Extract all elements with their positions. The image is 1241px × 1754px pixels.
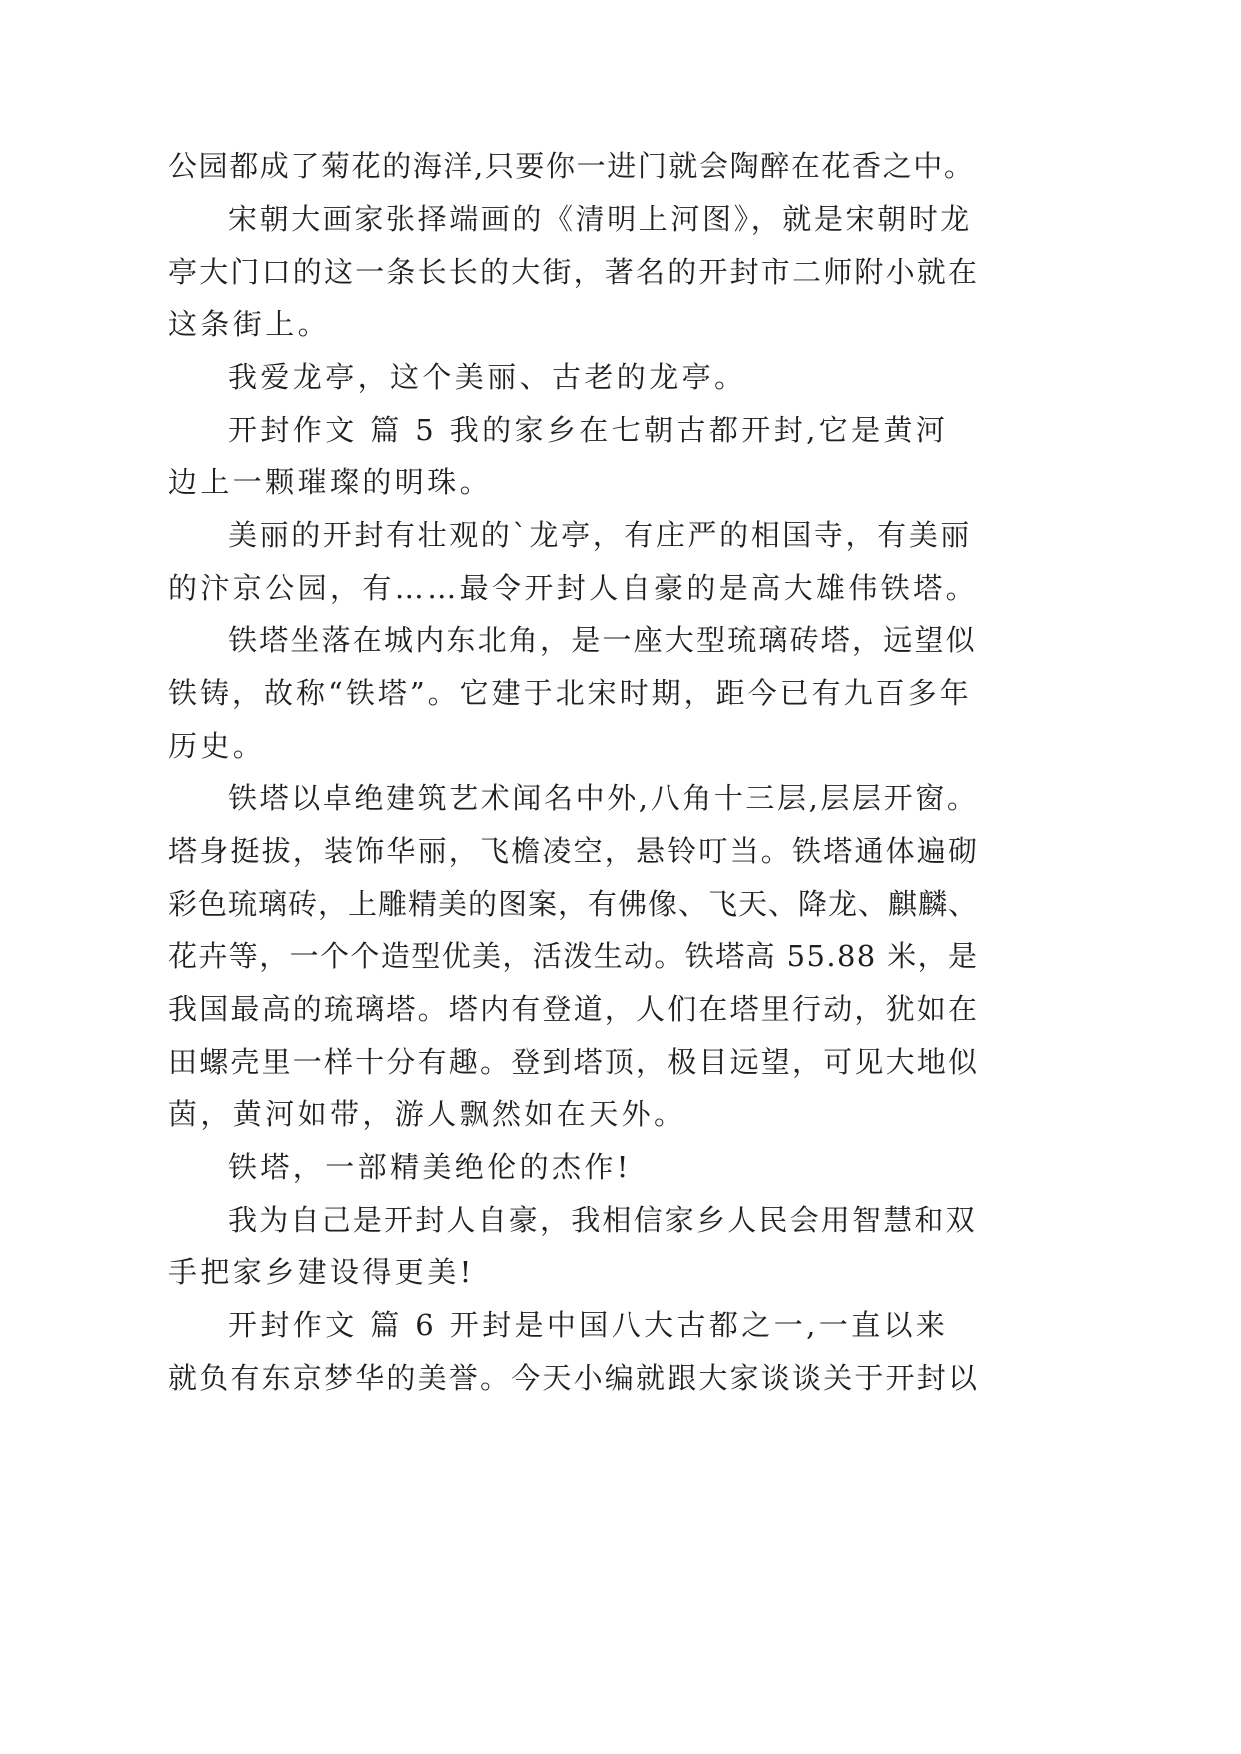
text-line: 彩色琉璃砖，上雕精美的图案，有佛像、飞天、降龙、麒麟、 — [168, 887, 979, 921]
text-line: 我国最高的琉璃塔。塔内有登道，人们在塔里行动，犹如在 — [168, 992, 980, 1026]
paragraph-first-line: 铁塔以卓绝建筑艺术闻名中外,八角十三层,层层开窗。 — [228, 781, 979, 815]
text-line: 边上一颗璀璨的明珠。 — [168, 465, 493, 499]
text-line: 塔身挺拔，装饰华丽，飞檐凌空，悬铃叮当。铁塔通体遍砌 — [168, 834, 980, 868]
paragraph-first-line: 铁塔坐落在城内东北角，是一座大型琉璃砖塔，远望似 — [228, 623, 977, 657]
text-line: 田螺壳里一样十分有趣。登到塔顶，极目远望，可见大地似 — [168, 1045, 980, 1079]
text-line: 公园都成了菊花的海洋,只要你一进门就会陶醉在花香之中。 — [168, 149, 975, 183]
text-line: 茵，黄河如带，游人飘然如在天外。 — [168, 1097, 687, 1131]
text-line: 就负有东京梦华的美誉。今天小编就跟大家谈谈关于开封以 — [168, 1361, 980, 1395]
paragraph-first-line: 宋朝大画家张择端画的《清明上河图》，就是宋朝时龙 — [228, 202, 972, 236]
section-heading-line: 开封作文 篇 6 开封是中国八大古都之一,一直以来 — [228, 1308, 949, 1342]
text-line: 亭大门口的这一条长长的大街，著名的开封市二师附小就在 — [168, 255, 980, 289]
text-line: 花卉等，一个个造型优美，活泼生动。铁塔高 55.88 米，是 — [168, 939, 979, 973]
text-line: 手把家乡建设得更美! — [168, 1255, 475, 1289]
text-line: 历史。 — [168, 729, 266, 763]
paragraph-first-line: 铁塔，一部精美绝伦的杰作! — [228, 1150, 632, 1184]
section-heading-line: 开封作文 篇 5 我的家乡在七朝古都开封,它是黄河 — [228, 413, 949, 447]
text-line: 铁铸，故称“铁塔”。它建于北宋时期，距今已有九百多年 — [168, 676, 972, 710]
paragraph-first-line: 我爱龙亭，这个美丽、古老的龙亭。 — [228, 360, 747, 394]
paragraph-first-line: 我为自己是开封人自豪，我相信家乡人民会用智慧和双 — [228, 1203, 977, 1237]
paragraph-first-line: 美丽的开封有壮观的`龙亭，有庄严的相国寺，有美丽 — [228, 518, 972, 552]
text-line: 这条街上。 — [168, 307, 331, 341]
text-line: 的汴京公园，有……最令开封人自豪的是高大雄伟铁塔。 — [168, 571, 979, 605]
